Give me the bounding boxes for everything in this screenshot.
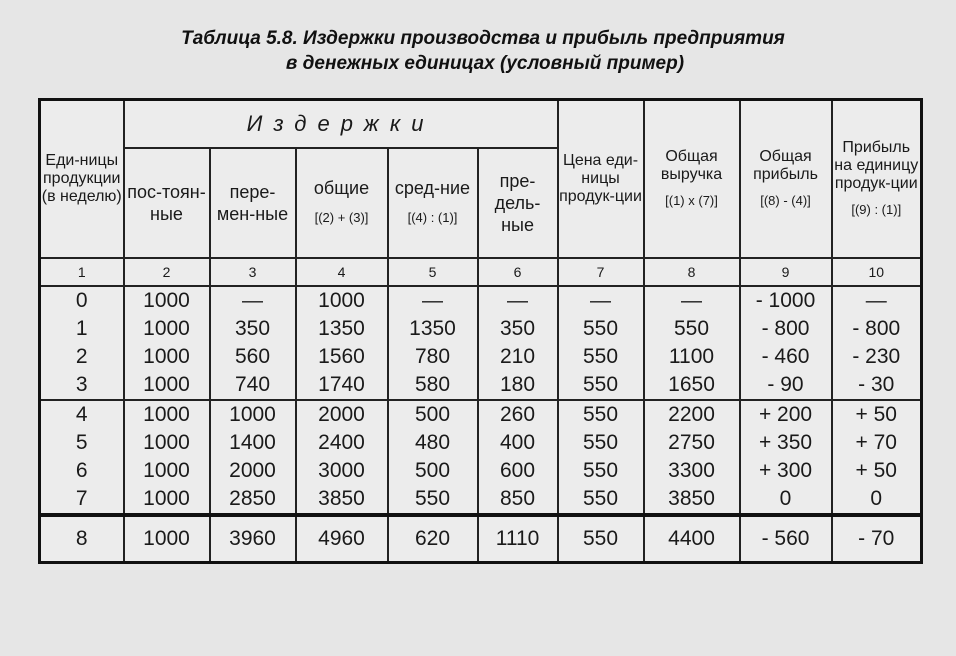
- cell-value: 1560: [318, 345, 365, 368]
- header-profit-per-unit: [832, 100, 922, 259]
- cell-value: 2: [75, 345, 88, 368]
- cell-value: 1000: [143, 373, 190, 396]
- cell-value: 2850: [229, 487, 276, 510]
- cell-value: —: [590, 289, 612, 312]
- cell-value: 0: [75, 289, 88, 312]
- cell-value: 550: [582, 345, 619, 368]
- cell-value: - 800: [761, 317, 810, 340]
- header-total-profit-formula: [(8) - (4)]: [760, 193, 811, 208]
- cell-value: 1000: [143, 431, 190, 454]
- cell-value: 4: [75, 403, 88, 426]
- group-cell: [478, 400, 558, 515]
- cell-value: 1350: [409, 317, 456, 340]
- group-cell: [40, 400, 124, 515]
- header-costs-group: Издержки: [124, 100, 558, 149]
- group-final: [40, 515, 922, 563]
- cell-value: 850: [499, 487, 536, 510]
- cell-value: 1: [75, 317, 88, 340]
- cell-value: 550: [582, 373, 619, 396]
- cell-value: 350: [234, 317, 271, 340]
- cell-value: —: [422, 289, 443, 312]
- cell-value: 0: [870, 487, 883, 510]
- header-total-profit: [740, 100, 832, 259]
- group-cell: [388, 400, 478, 515]
- cell-value: 1000: [143, 459, 190, 482]
- cell-value: - 90: [767, 373, 804, 396]
- cell-value: 550: [582, 403, 619, 426]
- header-total-costs-label: общие: [313, 178, 370, 198]
- column-number: 5: [388, 258, 478, 286]
- header-average-costs: [388, 148, 478, 258]
- group-profit: [40, 400, 922, 515]
- group-cell: [558, 400, 644, 515]
- group-cell: [832, 286, 922, 400]
- table-cell: 550: [558, 515, 644, 563]
- header-total-revenue-label: Общая выручка: [660, 148, 723, 183]
- header-total-revenue-formula: [(1) x (7)]: [665, 193, 718, 208]
- group-cell: [388, 286, 478, 400]
- cell-value: 1000: [143, 345, 190, 368]
- table-row: [40, 515, 922, 563]
- caption-line-1: Таблица 5.8. Издержки производства и прибыль предприятия: [181, 28, 785, 49]
- cell-value: 400: [499, 431, 536, 454]
- group-cell: [740, 400, 832, 515]
- cell-value: 2400: [318, 431, 365, 454]
- cell-value: —: [865, 289, 887, 312]
- header-variable-costs: пере-мен-ные: [210, 148, 296, 258]
- group-cell: [644, 400, 740, 515]
- cell-value: 1000: [143, 487, 190, 510]
- cell-value: 2000: [318, 403, 365, 426]
- group-cell: [558, 286, 644, 400]
- group-loss: [40, 286, 922, 400]
- cell-value: 0: [779, 487, 792, 510]
- cell-value: + 50: [855, 459, 897, 482]
- header-total-revenue: [644, 100, 740, 259]
- group-cell: [644, 286, 740, 400]
- cell-value: 3000: [318, 459, 365, 482]
- table-caption: [0, 26, 956, 76]
- column-number: 2: [124, 258, 210, 286]
- table-cell: 8: [40, 515, 124, 563]
- table-cell: - 70: [832, 515, 922, 563]
- group-cell: [478, 286, 558, 400]
- cell-value: 550: [582, 459, 619, 482]
- group-cell: [296, 400, 388, 515]
- cell-value: + 200: [758, 403, 813, 426]
- header-total-profit-label: Общая прибыль: [753, 148, 818, 183]
- cell-value: 3300: [668, 459, 715, 482]
- cell-value: 580: [414, 373, 451, 396]
- cell-value: 1650: [668, 373, 715, 396]
- column-number: 6: [478, 258, 558, 286]
- column-number: 10: [832, 258, 922, 286]
- header-fixed-costs: пос-тоян-ные: [124, 148, 210, 258]
- cell-value: 350: [499, 317, 536, 340]
- cell-value: 550: [582, 317, 619, 340]
- cell-value: - 230: [852, 345, 901, 368]
- cell-value: 550: [414, 487, 451, 510]
- cell-value: + 300: [758, 459, 813, 482]
- cell-value: 3850: [318, 487, 365, 510]
- cell-value: 1000: [143, 317, 190, 340]
- header-price: Цена еди-ницы продук-ции: [558, 100, 644, 259]
- header-marginal-costs: пре-дель-ные: [478, 148, 558, 258]
- column-number: 9: [740, 258, 832, 286]
- column-number: 8: [644, 258, 740, 286]
- group-cell: [40, 286, 124, 400]
- header-average-costs-formula: [(4) : (1)]: [407, 210, 458, 225]
- cell-value: - 800: [852, 317, 901, 340]
- cell-value: - 30: [858, 373, 895, 396]
- cell-value: 3850: [668, 487, 715, 510]
- cell-value: 260: [499, 403, 536, 426]
- cell-value: 1400: [229, 431, 276, 454]
- cell-value: 500: [414, 459, 451, 482]
- cell-value: + 350: [758, 431, 813, 454]
- caption-line-2: в денежных единицах (условный пример): [285, 53, 685, 74]
- column-number-row: [40, 258, 922, 286]
- cell-value: 1740: [318, 373, 365, 396]
- group-cell: [296, 286, 388, 400]
- cell-value: 2000: [229, 459, 276, 482]
- column-number: 3: [210, 258, 296, 286]
- group-cell: [740, 286, 832, 400]
- cell-value: 2750: [668, 431, 715, 454]
- table-cell: 620: [388, 515, 478, 563]
- cell-value: 500: [414, 403, 451, 426]
- cell-value: - 460: [761, 345, 810, 368]
- cell-value: 1100: [668, 345, 715, 368]
- table-cell: 4400: [644, 515, 740, 563]
- cell-value: 600: [499, 459, 536, 482]
- cell-value: 740: [234, 373, 271, 396]
- cell-value: + 50: [855, 403, 897, 426]
- cell-value: —: [242, 289, 263, 312]
- column-number: 7: [558, 258, 644, 286]
- cell-value: 6: [75, 459, 88, 482]
- costs-profit-table: [38, 98, 923, 564]
- header-profit-per-unit-label: Прибыль на единицу продук-ции: [834, 139, 919, 192]
- table-cell: 3960: [210, 515, 296, 563]
- cell-value: 1000: [318, 289, 365, 312]
- table-cell: 1110: [478, 515, 558, 563]
- cell-value: —: [681, 289, 703, 312]
- header-profit-per-unit-formula: [(9) : (1)]: [851, 202, 902, 217]
- header-average-costs-label: сред-ние: [394, 178, 471, 198]
- cell-value: 1000: [229, 403, 276, 426]
- cell-value: 550: [673, 317, 710, 340]
- table-cell: - 560: [740, 515, 832, 563]
- column-number: 1: [40, 258, 124, 286]
- cell-value: 480: [414, 431, 451, 454]
- column-number: 4: [296, 258, 388, 286]
- group-cell: [210, 400, 296, 515]
- cell-value: + 70: [855, 431, 897, 454]
- table-cell: 4960: [296, 515, 388, 563]
- group-cell: [210, 286, 296, 400]
- table-cell: 1000: [124, 515, 210, 563]
- cell-value: - 1000: [755, 289, 816, 312]
- group-cell: [832, 400, 922, 515]
- header-units: Еди-ницы продукции (в неделю): [40, 100, 124, 259]
- cell-value: 5: [75, 431, 88, 454]
- cell-value: 3: [75, 373, 88, 396]
- group-cell: [124, 400, 210, 515]
- cell-value: 560: [234, 345, 271, 368]
- group-cell: [124, 286, 210, 400]
- cell-value: 1000: [143, 403, 190, 426]
- cell-value: 550: [582, 487, 619, 510]
- cell-value: 180: [499, 373, 536, 396]
- cell-value: —: [507, 289, 528, 312]
- cell-value: 2200: [668, 403, 715, 426]
- cell-value: 1000: [143, 289, 190, 312]
- cell-value: 210: [499, 345, 536, 368]
- cell-value: 550: [582, 431, 619, 454]
- cell-value: 1350: [318, 317, 365, 340]
- header-total-costs: [296, 148, 388, 258]
- header-total-costs-formula: [(2) + (3)]: [314, 210, 369, 225]
- cell-value: 780: [414, 345, 451, 368]
- cell-value: 7: [75, 487, 88, 510]
